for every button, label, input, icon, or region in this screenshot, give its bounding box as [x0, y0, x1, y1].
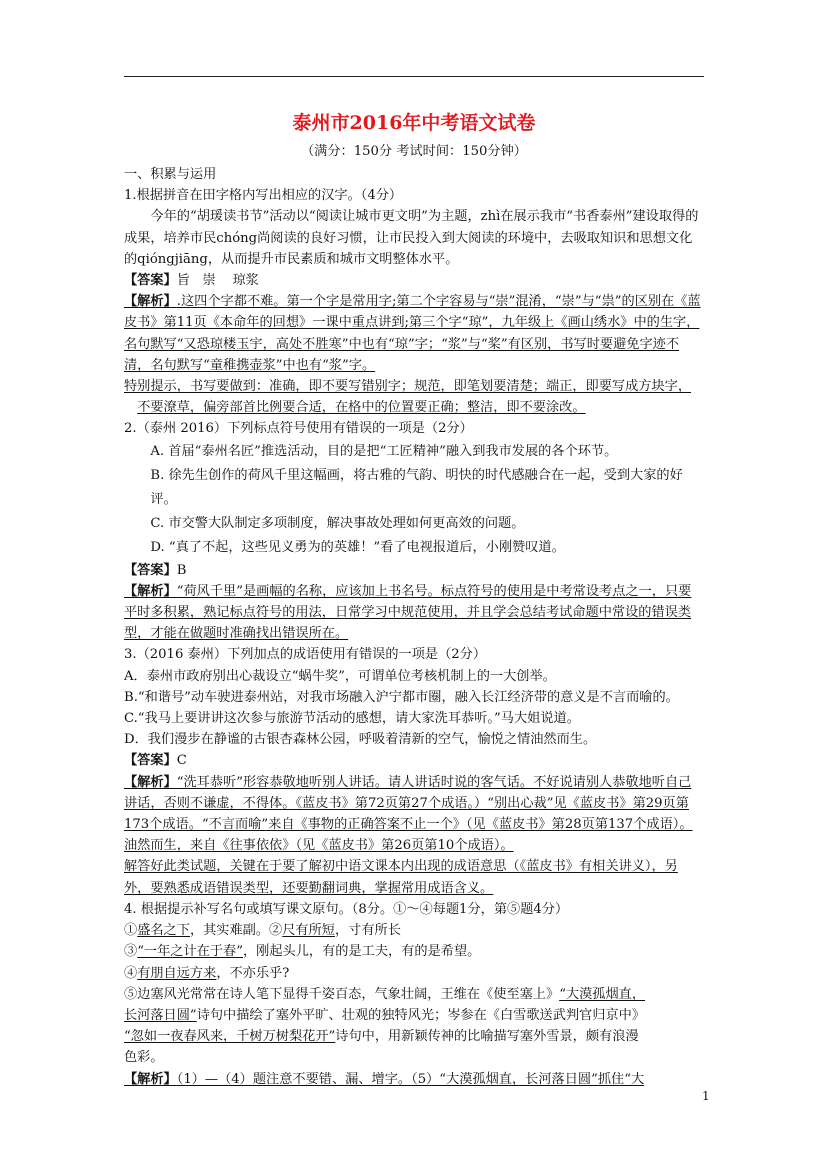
question-4-stem: 4. 根据提示补写名句或填写课文原句。（8分。①～④每题1分，第⑤题4分）	[124, 901, 569, 917]
text-6: 诗句中描绘了塞外平旷、壮观的独特风光；岑参在《白雪歌送武判官归京中》	[196, 1007, 646, 1023]
question-3-option-a: A．泰州市政府别出心裁设立“蜗牛奖”，可谓单位考核机制上的一大创举。	[124, 668, 556, 684]
question-3-option-c: C.“我马上要讲讲这次参与旅游节活动的感想，请大家洗耳恭听。”马大姐说道。	[124, 711, 580, 727]
answer-tag: 【答案】	[124, 273, 177, 289]
fill-5b: 长河落日圆”	[124, 1007, 197, 1023]
answer-tag: 【答案】	[124, 753, 177, 769]
question-4-analysis	[124, 1069, 704, 1090]
fill-4: 有朋自远方来	[137, 965, 217, 981]
question-1-answer	[124, 270, 704, 291]
fill-6: “忽如一夜春风来，千树万树梨花开”	[124, 1029, 336, 1045]
question-2-option-d: D. “真了不起，这些见义勇为的英雄！”看了电视报道后，小刚赞叹道。	[150, 539, 565, 555]
text-3: ，刚起头儿，有的是工夫，有的是希望。	[242, 944, 481, 960]
analysis-tag: 【解析】	[124, 583, 177, 599]
text-1: ，其实难副。②	[189, 923, 283, 939]
question-2-option-c: C. 市交警大队制定多项制度，解决事故处理如何更高效的问题。	[150, 515, 525, 531]
answer-tag: 【答案】	[124, 562, 177, 578]
analysis-text: “荷风千里”是画幅的名称，应该加上书名号。标点符号的使用是中考常设考点之一，只要平时多积累，熟记标点符号的用法，日常学习中规范使用，并且学会总结考试命题中常设的错误类型，才能在做题时准确找出错误所在。	[124, 583, 692, 642]
fill-3: “一年之计在于春”	[137, 944, 243, 960]
text-7: 诗句中，用新颖传神的比喻描写塞外雪景，颇有浪漫	[335, 1029, 639, 1045]
analysis-text: “洗耳恭听”形容恭敬地听别人讲话。请人讲话时说的客气话。不好说请别人恭敬地听自己讲话，否则不谦虚，不得体。《蓝皮书》第72页第27个成语。）“别出心裁”见《蓝皮书》第29页第173个成语。“不言而喻”来自《事物的正确答案不止一个》（见《蓝皮书》第28页第137个成语）。油然而生，来自《往事依依》（见《蓝皮书》第26页第10个成语）。	[124, 774, 693, 854]
section-heading: 一、积累与运用	[124, 167, 217, 182]
question-3-stem: 3.（2016 泰州）下列加点的成语使用有错误的一项是（2分）	[124, 647, 487, 663]
answer-text: B	[176, 562, 187, 578]
question-1-analysis	[124, 291, 704, 376]
question-4-line-5	[124, 1005, 704, 1026]
question-1-stem: 1.根据拼音在田字格内写出相应的汉字。（4分）	[124, 188, 403, 204]
num-4: ④	[124, 965, 138, 981]
question-3-analysis	[124, 772, 704, 857]
text-5: ⑤边塞风光常常在诗人笔下显得千姿百态，气象壮阔，王维在《使至塞上》	[124, 986, 560, 1002]
question-3-tip: 解答好此类试题，关键在于要了解初中语文课本内出现的成语意思（《蓝皮书》有相关讲义），另外，要熟悉成语错误类型，还要勤翻词典，掌握常用成语含义。	[124, 859, 678, 896]
analysis-tag: 【解析】	[124, 1071, 177, 1087]
question-2-analysis	[124, 581, 704, 645]
fill-2: 尺有所短	[282, 923, 335, 939]
page-title: 泰州市2016年中考语文试卷	[292, 112, 536, 134]
question-3-option-d: D．我们漫步在静谧的古银杏森林公园，呼吸着清新的空气，愉悦之情油然而生。	[124, 732, 597, 748]
question-3-answer	[124, 750, 704, 771]
question-1-passage: 今年的“胡瑗读书节”活动以“阅读让城市更文明”为主题，zhì在展示我市“书香泰州”建设取得的成果，培养市民chóng尚阅读的良好习惯，让市民投入到大阅读的环境中，去吸取知识和思想文化的qióngjiāng，从而提升市民素质和城市文明整体水平。	[124, 209, 699, 267]
question-2-stem: 2.（泰州 2016）下列标点符号使用有错误的一项是（2分）	[124, 421, 473, 437]
answer-text: 旨 崇 琼浆	[176, 273, 259, 289]
analysis-tag: 【解析】	[124, 774, 177, 790]
question-3-option-b: B.“和谐号”动车驶进泰州站，对我市场融入沪宁都市圈，融入长江经济带的意义是不言而喻的。	[124, 689, 679, 705]
header-rule	[124, 76, 704, 77]
analysis-tag: 【解析】	[124, 294, 177, 310]
question-2-option-a: A. 首届“泰州名匠”推选活动，目的是把“工匠精神”融入到我市发展的各个环节。	[150, 443, 618, 459]
question-2-answer	[124, 560, 704, 581]
question-4-line-2	[124, 941, 704, 962]
question-4-line-7: 色彩。	[124, 1050, 164, 1066]
page-subtitle: （满分：150分 考试时间：150分钟）	[301, 144, 527, 159]
answer-text: C	[176, 753, 187, 769]
fill-5a: “大漠孤烟直，	[559, 986, 646, 1002]
question-4-line-4	[124, 984, 704, 1005]
question-2-option-b: B. 徐先生创作的荷风千里这幅画，将古雅的气韵、明快的时代感融合在一起，受到大家的好评。	[150, 467, 683, 507]
question-4-line-1	[124, 920, 704, 941]
question-4-line-3	[124, 963, 704, 984]
analysis-text: （1）—（4）题注意不要错、漏、增字。（5）“大漠孤烟直，长河落日圆”抓住“大	[176, 1071, 645, 1087]
num-3: ③	[124, 944, 138, 960]
fill-1: 盛名之下	[137, 923, 190, 939]
page-number: 1	[702, 1089, 710, 1103]
question-1-tip: 特别提示，书写要做到：准确，即不要写错别字；规范，即笔划要清楚；端正，即要写成方块字，不要潦草，偏旁部首比例要合适，在格中的位置要正确；整洁，即不要涂改。	[124, 379, 692, 416]
text-4: ，不亦乐乎?	[216, 965, 290, 981]
question-4-line-6	[124, 1026, 704, 1047]
analysis-text: .这四个字都不难。第一个字是常用字;第二个字容易与“崇”混淆，“崇”与“祟”的区别在《蓝皮书》第11页《本命年的回想》一课中重点讲到;第三个字“琼”，九年级上《画山绣水》中的生字，名句默写“又恐琼楼玉宇，高处不胜寒”中也有“琼”字；“浆”与“桨”有区别，书写时要避免字迹不清，名句默写“童稚携壶浆”中也有“浆”字。	[124, 294, 701, 373]
num-1: ①	[124, 923, 138, 939]
text-2: ，寸有所长	[335, 923, 401, 939]
exam-page	[124, 104, 704, 1090]
